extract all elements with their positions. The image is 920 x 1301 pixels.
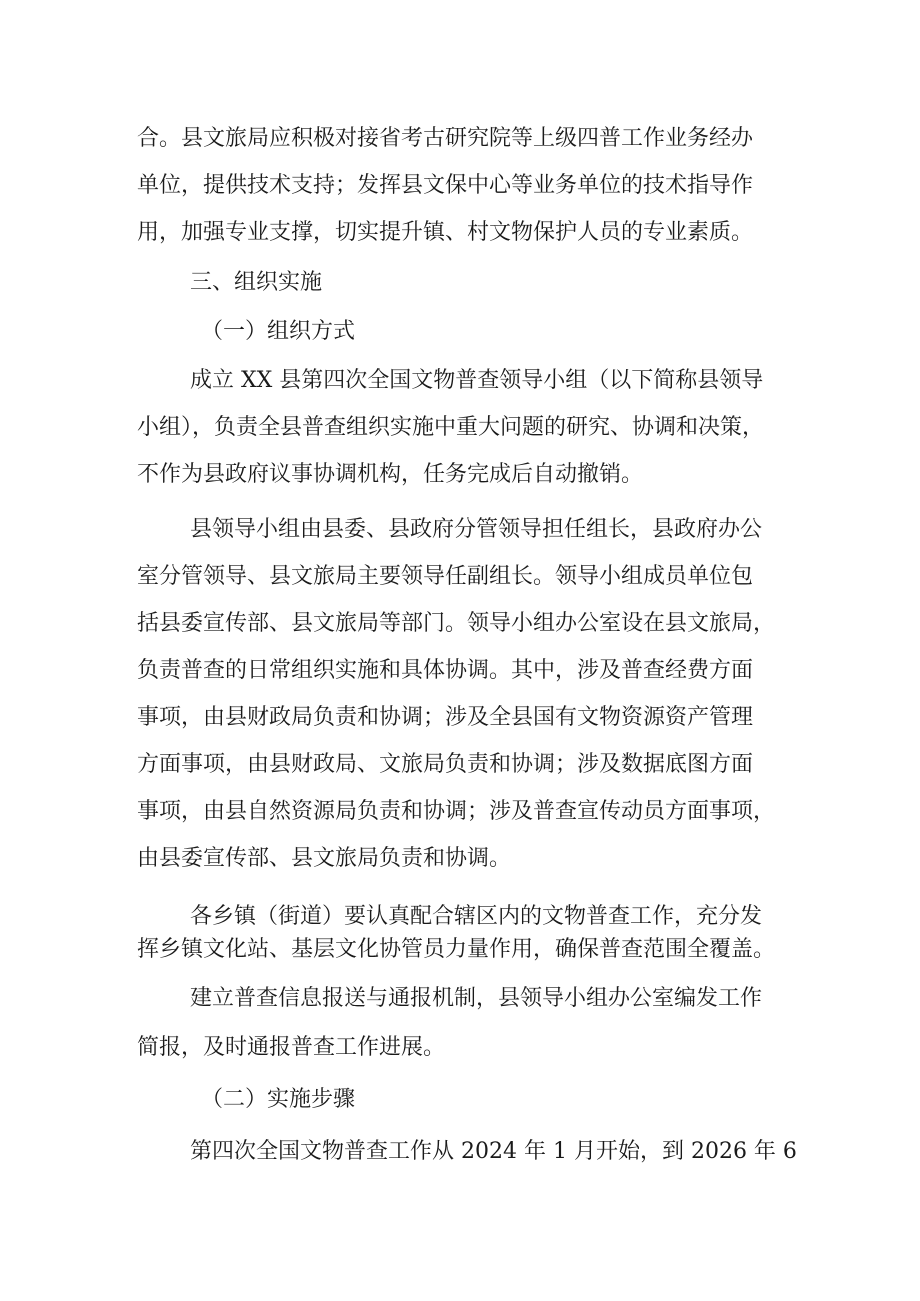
text-line: 挥乡镇文化站、基层文化协管员力量作用，确保普查范围全覆盖。 [137, 937, 776, 962]
text-line: 不作为县政府议事协调机构，任务完成后自动撤销。 [137, 462, 644, 487]
text-line: 简报，及时通报普查工作进展。 [137, 1035, 446, 1060]
text-line: 由县委宣传部、县文旅局负责和协调。 [137, 846, 512, 871]
text-line: 县领导小组由县委、县政府分管领导担任组长，县政府办公 [190, 517, 763, 542]
text-line: 事项，由县财政局负责和协调；涉及全县国有文物资源资产管理 [137, 705, 754, 730]
text-line: 成立 XX 县第四次全国文物普查领导小组（以下简称县领导 [190, 368, 764, 393]
document-page: 合。县文旅局应积极对接省考古研究院等上级四普工作业务经办 单位，提供技术支持；发挥县文保中心等业务单位的技术指导作 用，加强专业支撑，切实提升镇、村文物保护人员的专业素质。 三、组织实施 （一）组织方式 成立 XX 县第四次全国文物普查领导小组（以下简称县领导 小组），负责全县普查组织实施中重大问题的研究、协调和决策， 不作为县政府议事协调机构，任务完成后自动撤销。 县领导小组由县委、县政府分管领导担任组长，县政府办公 室分管领导、县文旅局主要领导任副组长。领导小组成员单位包 括县委宣传部、县文旅局等部门。领导小组办公室设在县文旅局， 负责普查的日常组织实施和具体协调。其中，涉及普查经费方面 事项，由县财政局负责和协调；涉及全县国有文物资源资产管理 方面事项，由县财政局、文旅局负责和协调；涉及数据底图方面 事项，由县自然资源局负责和协调；涉及普查宣传动员方面事项， 由县委宣传部、县文旅局负责和协调。 各乡镇（街道）要认真配合辖区内的文物普查工作，充分发 挥乡镇文化站、基层文化协管员力量作用，确保普查范围全覆盖。 建立普查信息报送与通报机制，县领导小组办公室编发工作 简报，及时通报普查工作进展。 （二）实施步骤 第四次全国文物普查工作从 2024 年 1 月开始，到 2026 年 6 [0, 0, 920, 1301]
text-line: 建立普查信息报送与通报机制，县领导小组办公室编发工作 [190, 986, 763, 1011]
text-line: 合。县文旅局应积极对接省考古研究院等上级四普工作业务经办 [137, 126, 754, 151]
text-line: 小组），负责全县普查组织实施中重大问题的研究、协调和决策， [137, 415, 765, 440]
text-line: 第四次全国文物普查工作从 2024 年 1 月开始，到 2026 年 6 [190, 1139, 797, 1164]
text-line: 室分管领导、县文旅局主要领导任副组长。领导小组成员单位包 [137, 564, 754, 589]
text-line: 方面事项，由县财政局、文旅局负责和协调；涉及数据底图方面 [137, 752, 754, 777]
text-line: 用，加强专业支撑，切实提升镇、村文物保护人员的专业素质。 [137, 220, 754, 245]
text-line: 负责普查的日常组织实施和具体协调。其中，涉及普查经费方面 [137, 658, 754, 683]
text-line: 单位，提供技术支持；发挥县文保中心等业务单位的技术指导作 [137, 173, 754, 198]
text-line: 事项，由县自然资源局负责和协调；涉及普查宣传动员方面事项， [137, 799, 776, 824]
text-line: 各乡镇（街道）要认真配合辖区内的文物普查工作，充分发 [190, 904, 763, 929]
text-line: 括县委宣传部、县文旅局等部门。领导小组办公室设在县文旅局， [137, 611, 776, 636]
